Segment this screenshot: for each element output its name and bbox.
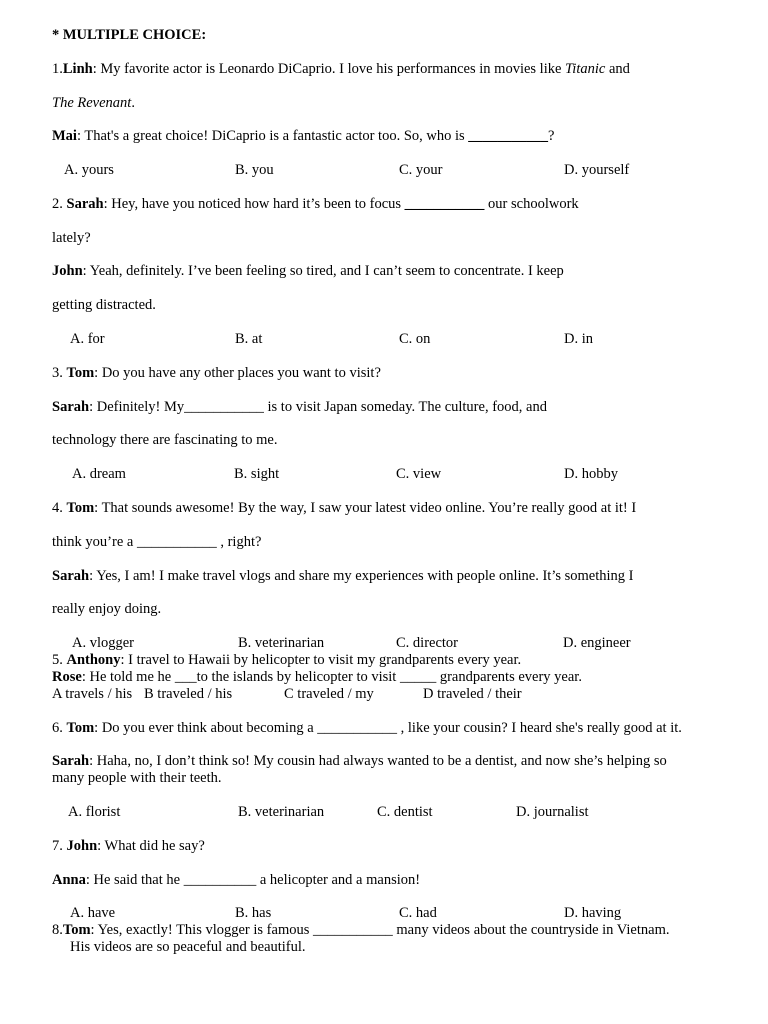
q1-option-a[interactable]: A. yours xyxy=(64,162,114,178)
q5-option-b[interactable]: B traveled / his xyxy=(144,686,233,702)
q2-speaker-1: Sarah xyxy=(66,196,104,212)
q7-option-d[interactable]: D. having xyxy=(564,905,622,921)
q1-text-2: : That's a great choice! DiCaprio is a fantastic actor too. So, who is xyxy=(76,128,469,144)
q4-option-d[interactable]: D. engineer xyxy=(563,635,631,651)
q3-line-2 xyxy=(52,399,547,416)
q6-option-a[interactable]: A. florist xyxy=(68,804,121,820)
q1-speaker-2: Mai xyxy=(52,128,77,144)
q3-speaker-2: Sarah xyxy=(52,399,90,415)
q4-line-2: think you’re a ___________ , right? xyxy=(52,534,262,550)
q7-option-a[interactable]: A. have xyxy=(70,905,116,921)
q1-speaker-1: Linh xyxy=(62,61,93,77)
q3-speaker-1: Tom xyxy=(66,365,95,381)
q1-text-1: : My favorite actor is Leonardo DiCaprio. I love his performances in movies like xyxy=(92,61,566,77)
q1-line-3 xyxy=(52,128,554,145)
q6-option-c[interactable]: C. dentist xyxy=(377,804,433,820)
q6-speaker-2: Sarah xyxy=(52,753,90,769)
q6-option-d[interactable]: D. journalist xyxy=(516,804,589,820)
q2-text-3: : Yeah, definitely. I’ve been feeling so tired, and I can’t seem to concentrate. I keep xyxy=(82,263,564,279)
q6-line-1 xyxy=(52,720,682,737)
q1-option-c[interactable]: C. your xyxy=(399,162,443,178)
q2-option-a[interactable]: A. for xyxy=(70,331,105,347)
q2-text-1b: our schoolwork xyxy=(484,196,579,212)
q5-option-c[interactable]: C traveled / my xyxy=(284,686,374,702)
q3-line-3: technology there are fascinating to me. xyxy=(52,432,278,448)
q8-speaker-1: Tom xyxy=(62,922,91,938)
q7-line-2 xyxy=(52,872,420,889)
q1-line-2 xyxy=(52,95,135,112)
q3-number: 3. xyxy=(52,365,67,381)
q1-and: and xyxy=(605,61,630,77)
q5-option-d[interactable]: D traveled / their xyxy=(423,686,522,702)
q4-speaker-1: Tom xyxy=(66,500,95,516)
q4-option-c[interactable]: C. director xyxy=(396,635,459,651)
q6-option-b[interactable]: B. veterinarian xyxy=(238,804,325,820)
q1-option-b[interactable]: B. you xyxy=(235,162,274,178)
q2-line-3 xyxy=(52,263,564,280)
q5-speaker-2: Rose xyxy=(52,669,82,685)
q7-speaker-2: Anna xyxy=(52,872,86,888)
q1-dot: . xyxy=(131,95,135,111)
q8-number: 8. xyxy=(52,922,63,938)
q3-text-1: : Do you have any other places you want to visit? xyxy=(94,365,381,381)
q2-blank: ___________ xyxy=(404,196,485,212)
q3-option-a[interactable]: A. dream xyxy=(72,466,126,482)
q6-number: 6. xyxy=(52,720,67,736)
q4-speaker-2: Sarah xyxy=(52,568,90,584)
q5-text-1: : I travel to Hawaii by helicopter to visit my grandparents every year. xyxy=(120,652,522,668)
q4-text-3: : Yes, I am! I make travel vlogs and share my experiences with people online. It’s something I xyxy=(89,568,634,584)
q1-blank: ___________ xyxy=(468,128,549,144)
q5-number: 5. xyxy=(52,652,67,668)
q2-option-b[interactable]: B. at xyxy=(235,331,263,347)
q4-option-a[interactable]: A. vlogger xyxy=(72,635,135,651)
q5-line-1 xyxy=(52,652,521,669)
q2-option-d[interactable]: D. in xyxy=(564,331,593,347)
q8-line-2: His videos are so peaceful and beautiful. xyxy=(70,939,306,955)
q2-line-2: lately? xyxy=(52,230,91,246)
q8-text-1: : Yes, exactly! This vlogger is famous ___________ many videos about the countryside in Vietnam. xyxy=(90,922,670,938)
q8-line-1 xyxy=(52,922,669,939)
q6-speaker-1: Tom xyxy=(66,720,95,736)
q7-number: 7. xyxy=(52,838,67,854)
q2-line-4: getting distracted. xyxy=(52,297,156,313)
q2-line-1 xyxy=(52,196,579,213)
q6-text-1: : Do you ever think about becoming a ___________ , like your cousin? I heard she's really good at it. xyxy=(94,720,682,736)
q3-text-2: : Definitely! My___________ is to visit Japan someday. The culture, food, and xyxy=(89,399,547,415)
q3-option-d[interactable]: D. hobby xyxy=(564,466,618,482)
q5-speaker-1: Anthony xyxy=(66,652,121,668)
q7-line-1 xyxy=(52,838,205,855)
q1-option-d[interactable]: D. yourself xyxy=(564,162,630,178)
q1-title-2: The Revenant xyxy=(52,95,132,111)
q1-number: 1. xyxy=(52,61,63,77)
q1-line-1 xyxy=(52,61,630,78)
q2-number: 2. xyxy=(52,196,67,212)
q4-line-1 xyxy=(52,500,636,517)
q7-text-1: : What did he say? xyxy=(97,838,205,854)
q1-title-1: Titanic xyxy=(565,61,606,77)
q3-option-c[interactable]: C. view xyxy=(396,466,442,482)
q4-line-3 xyxy=(52,568,634,585)
q5-option-a[interactable]: A travels / his xyxy=(52,686,133,702)
q2-text-1a: : Hey, have you noticed how hard it’s been to focus xyxy=(103,196,405,212)
q3-option-b[interactable]: B. sight xyxy=(234,466,280,482)
q6-line-3: many people with their teeth. xyxy=(52,770,222,786)
q4-line-4: really enjoy doing. xyxy=(52,601,162,617)
q1-end: ? xyxy=(548,128,555,144)
q5-text-2: : He told me he ___to the islands by helicopter to visit _____ grandparents every year. xyxy=(81,669,582,685)
q4-option-b[interactable]: B. veterinarian xyxy=(238,635,325,651)
q7-option-b[interactable]: B. has xyxy=(235,905,272,921)
q7-speaker-1: John xyxy=(66,838,98,854)
q7-text-2: : He said that he __________ a helicopter and a mansion! xyxy=(85,872,421,888)
q4-number: 4. xyxy=(52,500,67,516)
q5-line-2 xyxy=(52,669,582,686)
q6-text-2: : Haha, no, I don’t think so! My cousin had always wanted to be a dentist, and now she’s helping so xyxy=(89,753,667,769)
worksheet-heading: * MULTIPLE CHOICE: xyxy=(52,27,207,43)
q6-line-2 xyxy=(52,753,667,770)
q3-line-1 xyxy=(52,365,381,382)
q2-option-c[interactable]: C. on xyxy=(399,331,431,347)
q7-option-c[interactable]: C. had xyxy=(399,905,437,921)
q4-text-1: : That sounds awesome! By the way, I saw your latest video online. You’re really good at it! I xyxy=(94,500,637,516)
q2-speaker-2: John xyxy=(52,263,83,279)
